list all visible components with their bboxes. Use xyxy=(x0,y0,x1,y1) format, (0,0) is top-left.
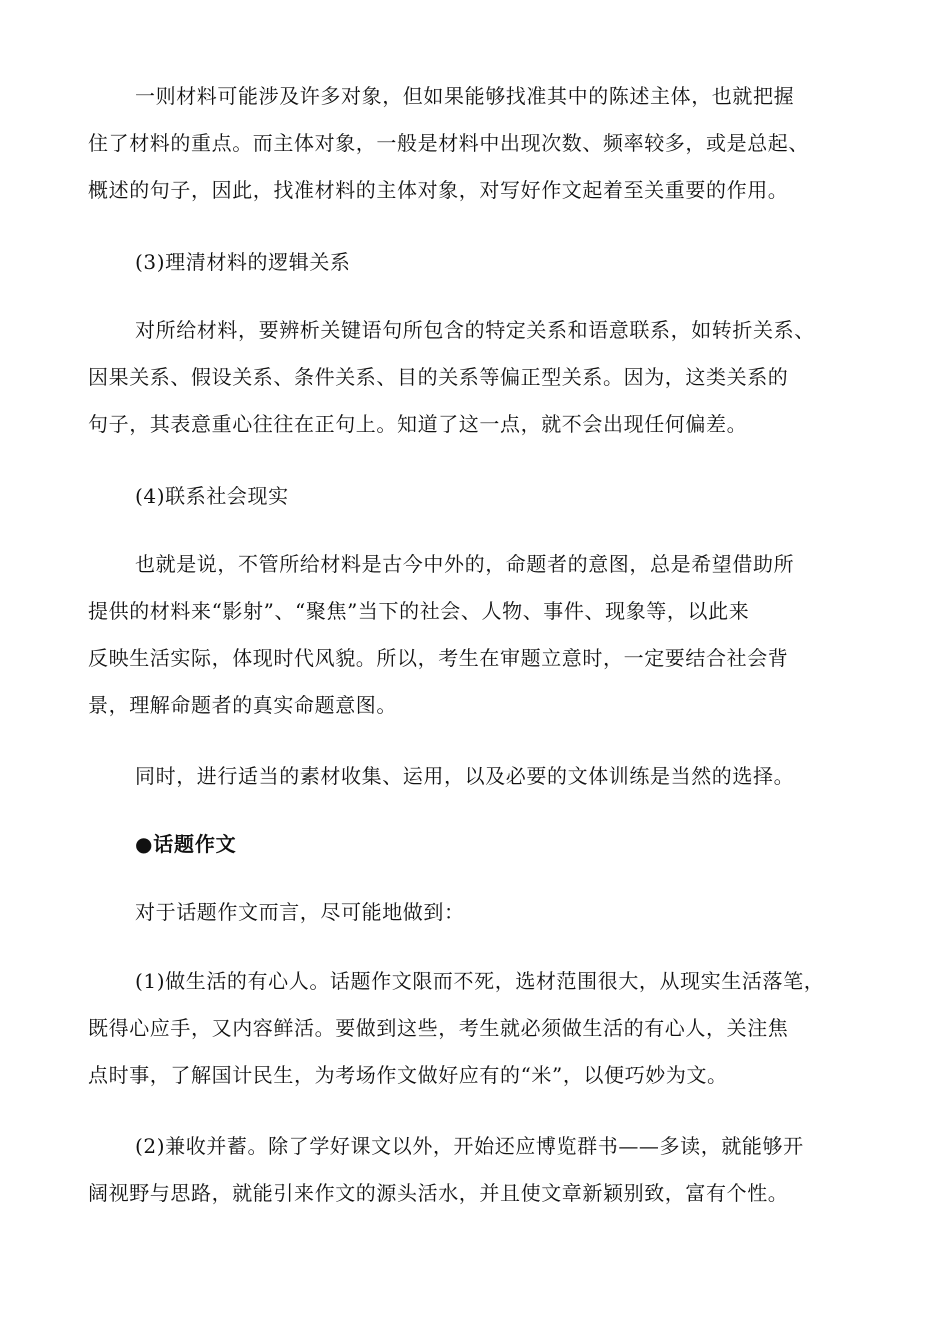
text-line: (1)做生活的有心人。话题作文限而不死，选材范围很大，从现实生活落笔， xyxy=(135,969,825,993)
section-heading: (4)联系社会现实 xyxy=(135,484,289,508)
text-line: 对所给材料，要辨析关键语句所包含的特定关系和语意联系，如转折关系、 xyxy=(135,318,815,342)
text-line: 一则材料可能涉及许多对象，但如果能够找准其中的陈述主体，也就把握 xyxy=(135,84,795,108)
text-line: 概述的句子，因此，找准材料的主体对象，对写好作文起着至关重要的作用。 xyxy=(88,178,789,202)
text-line: 住了材料的重点。而主体对象，一般是材料中出现次数、频率较多，或是总起、 xyxy=(88,131,809,155)
text-line: 阔视野与思路，就能引来作文的源头活水，并且使文章新颖别致，富有个性。 xyxy=(88,1181,789,1205)
text-line: 景，理解命题者的真实命题意图。 xyxy=(88,693,397,717)
text-line: 提供的材料来“影射”、“聚焦”当下的社会、人物、事件、现象等，以此来 xyxy=(88,599,750,623)
text-line: 也就是说，不管所给材料是古今中外的，命题者的意图，总是希望借助所 xyxy=(135,552,795,576)
text-line: 点时事，了解国计民生，为考场作文做好应有的“米”，以便巧妙为文。 xyxy=(88,1063,728,1087)
section-title: ●话题作文 xyxy=(135,832,237,856)
text-line: 同时，进行适当的素材收集、运用，以及必要的文体训练是当然的选择。 xyxy=(135,764,795,788)
text-line: 句子，其表意重心往往在正句上。知道了这一点，就不会出现任何偏差。 xyxy=(88,412,748,436)
text-line: 反映生活实际，体现时代风貌。所以，考生在审题立意时，一定要结合社会背 xyxy=(88,646,789,670)
text-line: 因果关系、假设关系、条件关系、目的关系等偏正型关系。因为，这类关系的 xyxy=(88,365,789,389)
text-line: 对于话题作文而言，尽可能地做到： xyxy=(135,900,465,924)
text-line: 既得心应手，又内容鲜活。要做到这些，考生就必须做生活的有心人，关注焦 xyxy=(88,1016,789,1040)
text-line: (2)兼收并蓄。除了学好课文以外，开始还应博览群书——多读，就能够开 xyxy=(135,1134,804,1158)
section-heading: (3)理清材料的逻辑关系 xyxy=(135,250,351,274)
